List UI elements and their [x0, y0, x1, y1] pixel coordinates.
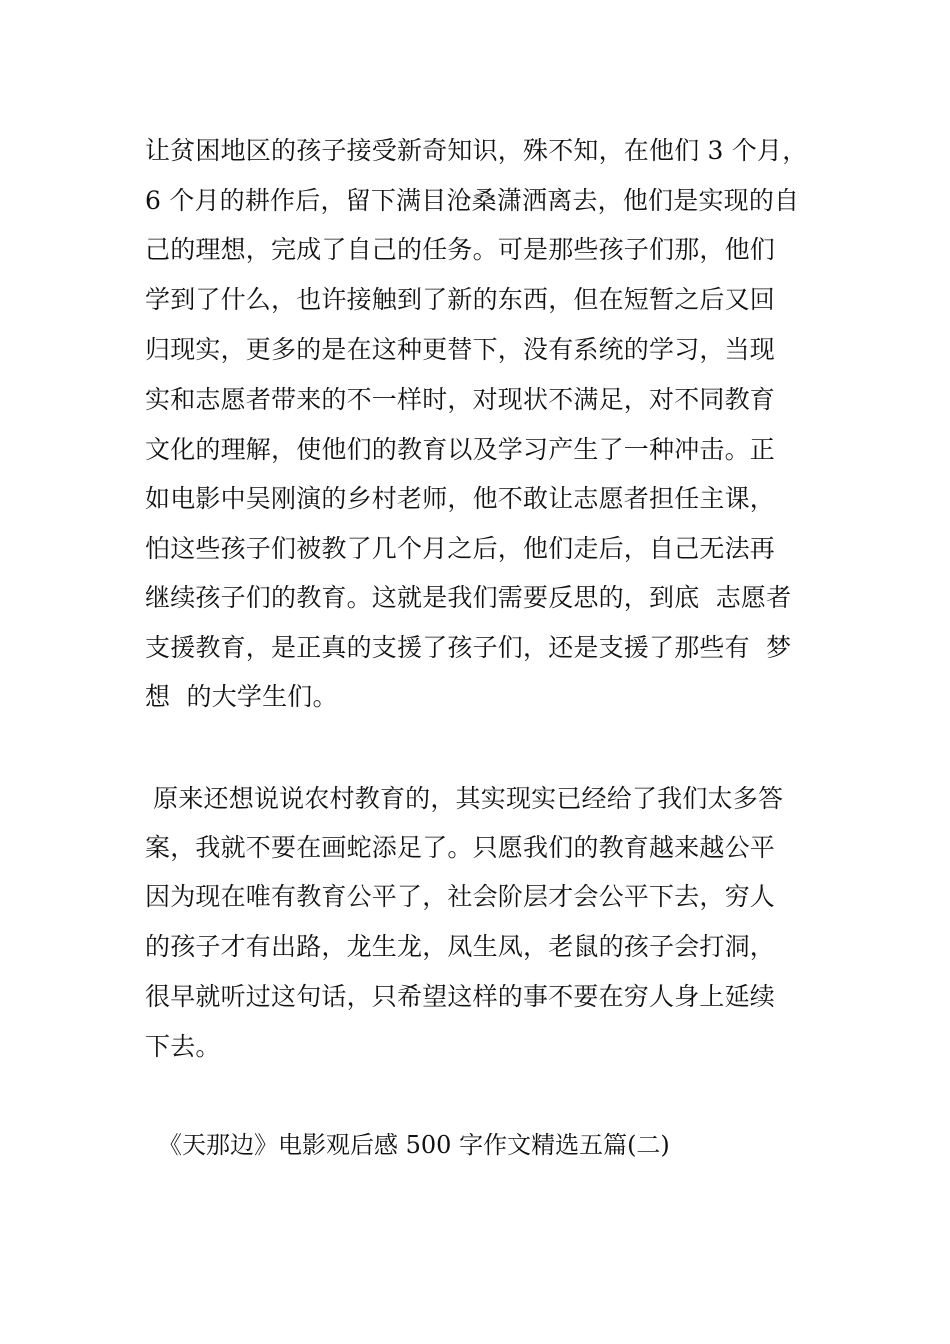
paragraph-line: 如电影中吴刚演的乡村老师，他不敢让志愿者担任主课， [145, 484, 776, 513]
paragraph-line: 下去。 [145, 1032, 221, 1061]
paragraph-line: 想 的大学生们。 [145, 682, 338, 711]
paragraph-line: 原来还想说说农村教育的，其实现实已经给了我们太多答 [145, 784, 784, 813]
paragraph-line: 让贫困地区的孩子接受新奇知识，殊不知，在他们 3 个月， [145, 136, 808, 165]
paragraph-line: 案，我就不要在画蛇添足了。只愿我们的教育越来越公平 [145, 833, 776, 862]
section-heading: 《天那边》电影观后感 500 字作文精选五篇(二) [158, 1131, 670, 1159]
paragraph-line: 因为现在唯有教育公平了，社会阶层才会公平下去，穷人 [145, 882, 776, 911]
paragraph-line: 6 个月的耕作后，留下满目沧桑潇洒离去，他们是实现的自 [145, 186, 800, 215]
paragraph-line: 怕这些孩子们被教了几个月之后，他们走后，自己无法再 [145, 534, 776, 563]
paragraph-line: 实和志愿者带来的不一样时，对现状不满足，对不同教育 [145, 385, 776, 414]
paragraph-line: 学到了什么，也许接触到了新的东西，但在短暂之后又回 [145, 285, 776, 314]
paragraph-line: 继续孩子们的教育。这就是我们需要反思的，到底 志愿者 [145, 583, 792, 612]
paragraph-line: 支援教育，是正真的支援了孩子们，还是支援了那些有 梦 [145, 633, 792, 662]
paragraph-line: 己的理想，完成了自己的任务。可是那些孩子们那，他们 [145, 235, 776, 264]
paragraph-line: 归现实，更多的是在这种更替下，没有系统的学习，当现 [145, 335, 776, 364]
paragraph-line: 的孩子才有出路，龙生龙，凤生凤，老鼠的孩子会打洞， [145, 932, 776, 961]
paragraph-line: 文化的理解，使他们的教育以及学习产生了一种冲击。正 [145, 435, 776, 464]
paragraph-line: 很早就听过这句话，只希望这样的事不要在穷人身上延续 [145, 982, 776, 1011]
